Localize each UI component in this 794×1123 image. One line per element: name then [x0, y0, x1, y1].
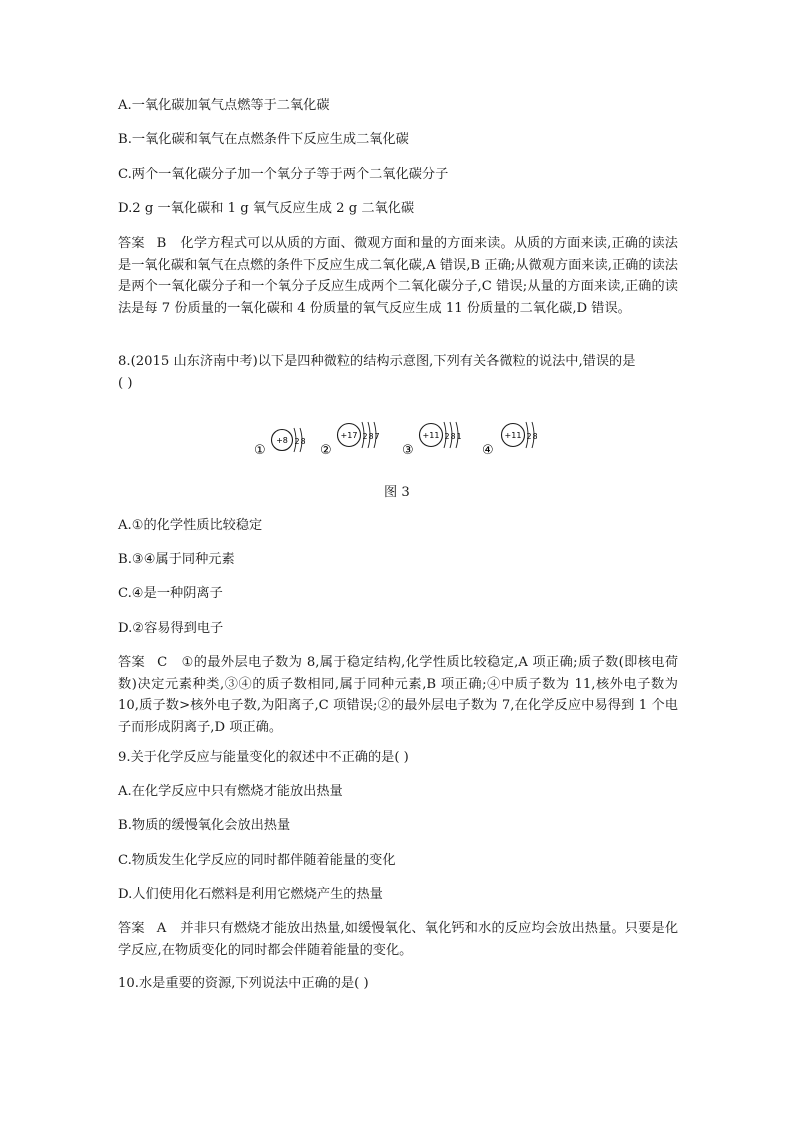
q7-option-b: B.一氧化碳和氧气在点燃条件下反应生成二氧化碳: [118, 132, 409, 147]
particle-label: ③: [402, 443, 414, 458]
answer-label: 答案: [118, 655, 146, 670]
shell-electrons: 8: [532, 432, 538, 441]
q8-option-b: B.③④属于同种元素: [118, 552, 235, 567]
shell-electrons: 8: [300, 437, 306, 446]
q9-option-a: A.在化学反应中只有燃烧才能放出热量: [118, 784, 343, 799]
answer-letter: C: [157, 655, 168, 670]
particle-label: ④: [482, 443, 494, 458]
q8-stem-line1: 8.(2015 山东济南中考)以下是四种微粒的结构示意图,下列有关各微粒的说法中,错误的是: [118, 354, 636, 369]
shell-electrons: 8: [450, 432, 456, 441]
particle-label: ②: [320, 443, 332, 458]
q7-option-a: A.一氧化碳加氧气点燃等于二氧化碳: [118, 98, 330, 113]
atomic-structure-figure: [250, 410, 560, 460]
answer-letter: B: [156, 236, 167, 251]
answer-explanation: ①的最外层电子数为 8,属于稳定结构,化学性质比较稳定,A 项正确;质子数(即核电荷数)决定元素种类,③④的质子数相同,属于同种元素,B 项正确;④中质子数为 11,核外电子数为 10,质子数>核外电子数,为阳离子,C 项错误;②的最外层电子数为 7,在化学反应中易得到 1 个电子而形成阴离子,D 项正确。: [118, 655, 679, 735]
particle-label: ①: [254, 443, 266, 458]
q8-answer: [118, 652, 678, 738]
answer-label: 答案: [118, 236, 145, 251]
answer-label: 答案: [118, 921, 145, 936]
particle-2: [320, 422, 380, 458]
q8-option-a: A.①的化学性质比较稳定: [118, 518, 263, 533]
particle-3: [402, 422, 462, 458]
shell-electrons: 1: [456, 432, 462, 441]
nucleus-charge: +8: [276, 436, 288, 445]
q7-option-d: D.2 g 一氧化碳和 1 g 氧气反应生成 2 g 二氧化碳: [118, 201, 415, 216]
answer-letter: A: [156, 921, 167, 936]
q9-stem: 9.关于化学反应与能量变化的叙述中不正确的是( ): [118, 750, 409, 765]
shell-electrons: 2: [294, 437, 300, 446]
q9-option-b: B.物质的缓慢氧化会放出热量: [118, 818, 291, 833]
answer-explanation: 化学方程式可以从质的方面、微观方面和量的方面来读。从质的方面来读,正确的读法是一氧化碳和氧气在点燃的条件下反应生成二氧化碳,A 错误,B 正确;从微观方面来读,正确的读法是两个一氧化碳分子和一个氧分子反应生成两个二氧化碳分子,C 错误;从量的方面来读,正确的读法是每 7 份质量的一氧化碳和 4 份质量的氧气反应生成 11 份质量的二氧化碳,D 错误。: [118, 236, 678, 316]
q9-answer: [118, 918, 678, 961]
shell-electrons: 2: [526, 432, 532, 441]
nucleus-charge: +11: [422, 431, 440, 440]
figure-caption: 图 3: [384, 485, 410, 500]
shell-electrons: 7: [374, 432, 380, 441]
particle-1: [254, 428, 306, 458]
shell-electrons: 2: [444, 432, 450, 441]
particle-4: [482, 422, 538, 458]
nucleus-charge: +11: [504, 431, 522, 440]
q9-option-d: D.人们使用化石燃料是利用它燃烧产生的热量: [118, 887, 383, 902]
q9-option-c: C.物质发生化学反应的同时都伴随着能量的变化: [118, 853, 396, 868]
q7-answer: [118, 233, 678, 319]
q7-option-c: C.两个一氧化碳分子加一个氧分子等于两个二氧化碳分子: [118, 167, 449, 182]
nucleus-charge: +17: [340, 431, 358, 440]
q10-stem: 10.水是重要的资源,下列说法中正确的是( ): [118, 976, 369, 991]
q8-option-c: C.④是一种阴离子: [118, 586, 223, 601]
shell-electrons: 8: [368, 432, 374, 441]
answer-explanation: 并非只有燃烧才能放出热量,如缓慢氧化、氧化钙和水的反应均会放出热量。只要是化学反应,在物质变化的同时都会伴随着能量的变化。: [118, 921, 679, 958]
q8-option-d: D.②容易得到电子: [118, 621, 224, 636]
shell-electrons: 2: [362, 432, 368, 441]
q8-stem-line2: ( ): [118, 376, 133, 391]
